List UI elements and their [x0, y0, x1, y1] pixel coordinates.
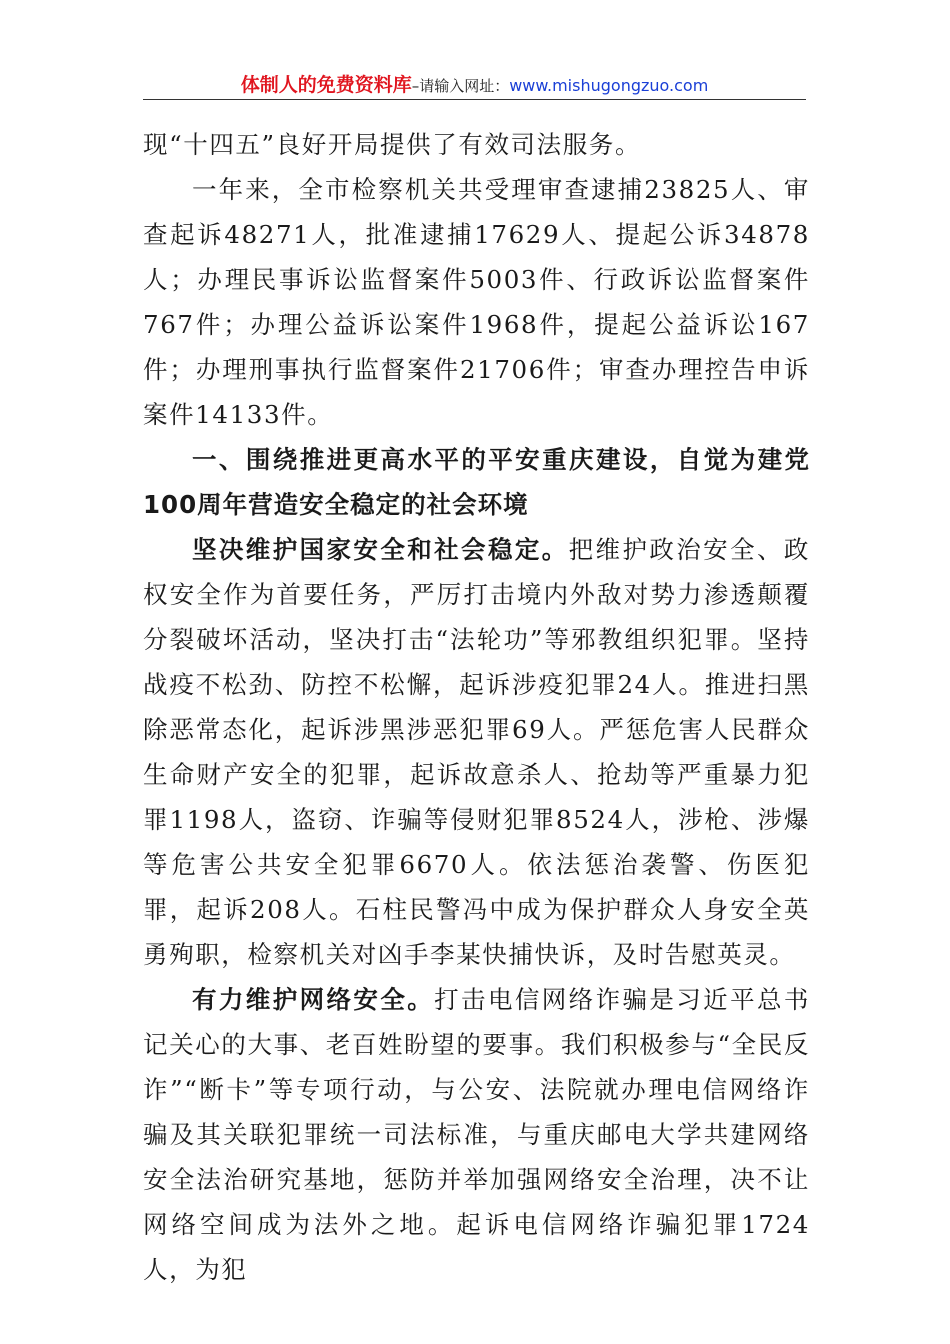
header-brand: 体制人的免费资料库	[240, 74, 412, 96]
paragraph-network-security	[143, 977, 810, 1292]
paragraph-national-security	[143, 527, 810, 977]
header-divider	[143, 99, 806, 100]
paragraph-text-national-security: 把维护政治安全、政权安全作为首要任务，严厉打击境内外敌对势力渗透颠覆分裂破坏活动，坚决打击“法轮功”等邪教组织犯罪。坚持战疫不松劲、防控不松懈，起诉涉疫犯罪24人。推进扫黑除恶常态化，起诉涉黑涉恶犯罪69人。严惩危害人民群众生命财产安全的犯罪，起诉故意杀人、抢劫等严重暴力犯罪1198人，盗窃、诈骗等侵财犯罪8524人，涉枪、涉爆等危害公共安全犯罪6670人。依法惩治袭警、伤医犯罪，起诉208人。石柱民警冯中成为保护群众人身安全英勇殉职，检察机关对凶手李某快捕快诉，及时告慰英灵。	[143, 535, 810, 969]
paragraph-continuation: 现“十四五”良好开局提供了有效司法服务。	[143, 130, 642, 159]
paragraph-lead-national-security: 坚决维护国家安全和社会稳定。	[192, 535, 569, 564]
paragraph-text-network-security: 打击电信网络诈骗是习近平总书记关心的大事、老百姓盼望的要事。我们积极参与“全民反诈”“断卡”等专项行动，与公安、法院就办理电信网络诈骗及其关联犯罪统一司法标准，与重庆邮电大学共建网络安全法治研究基地，惩防并举加强网络安全治理，决不让网络空间成为法外之地。起诉电信网络诈骗犯罪1724人，为犯	[143, 985, 810, 1284]
section-heading: 一、围绕推进更高水平的平安重庆建设，自觉为建党100周年营造安全稳定的社会环境	[143, 445, 810, 519]
paragraph-lead-network-security: 有力维护网络安全。	[192, 985, 435, 1014]
document-body	[143, 122, 810, 1292]
header-url-link[interactable]: www.mishugongzuo.com	[509, 76, 709, 95]
header-prompt: –请输入网址：	[411, 77, 510, 95]
paragraph-statistics: 一年来，全市检察机关共受理审查逮捕23825人、审查起诉48271人，批准逮捕17629人、提起公诉34878人；办理民事诉讼监督案件5003件、行政诉讼监督案件767件；办理公益诉讼案件1968件，提起公益诉讼167件；办理刑事执行监督案件21706件；审查办理控告申诉案件14133件。	[143, 175, 810, 429]
page-header	[143, 70, 806, 100]
